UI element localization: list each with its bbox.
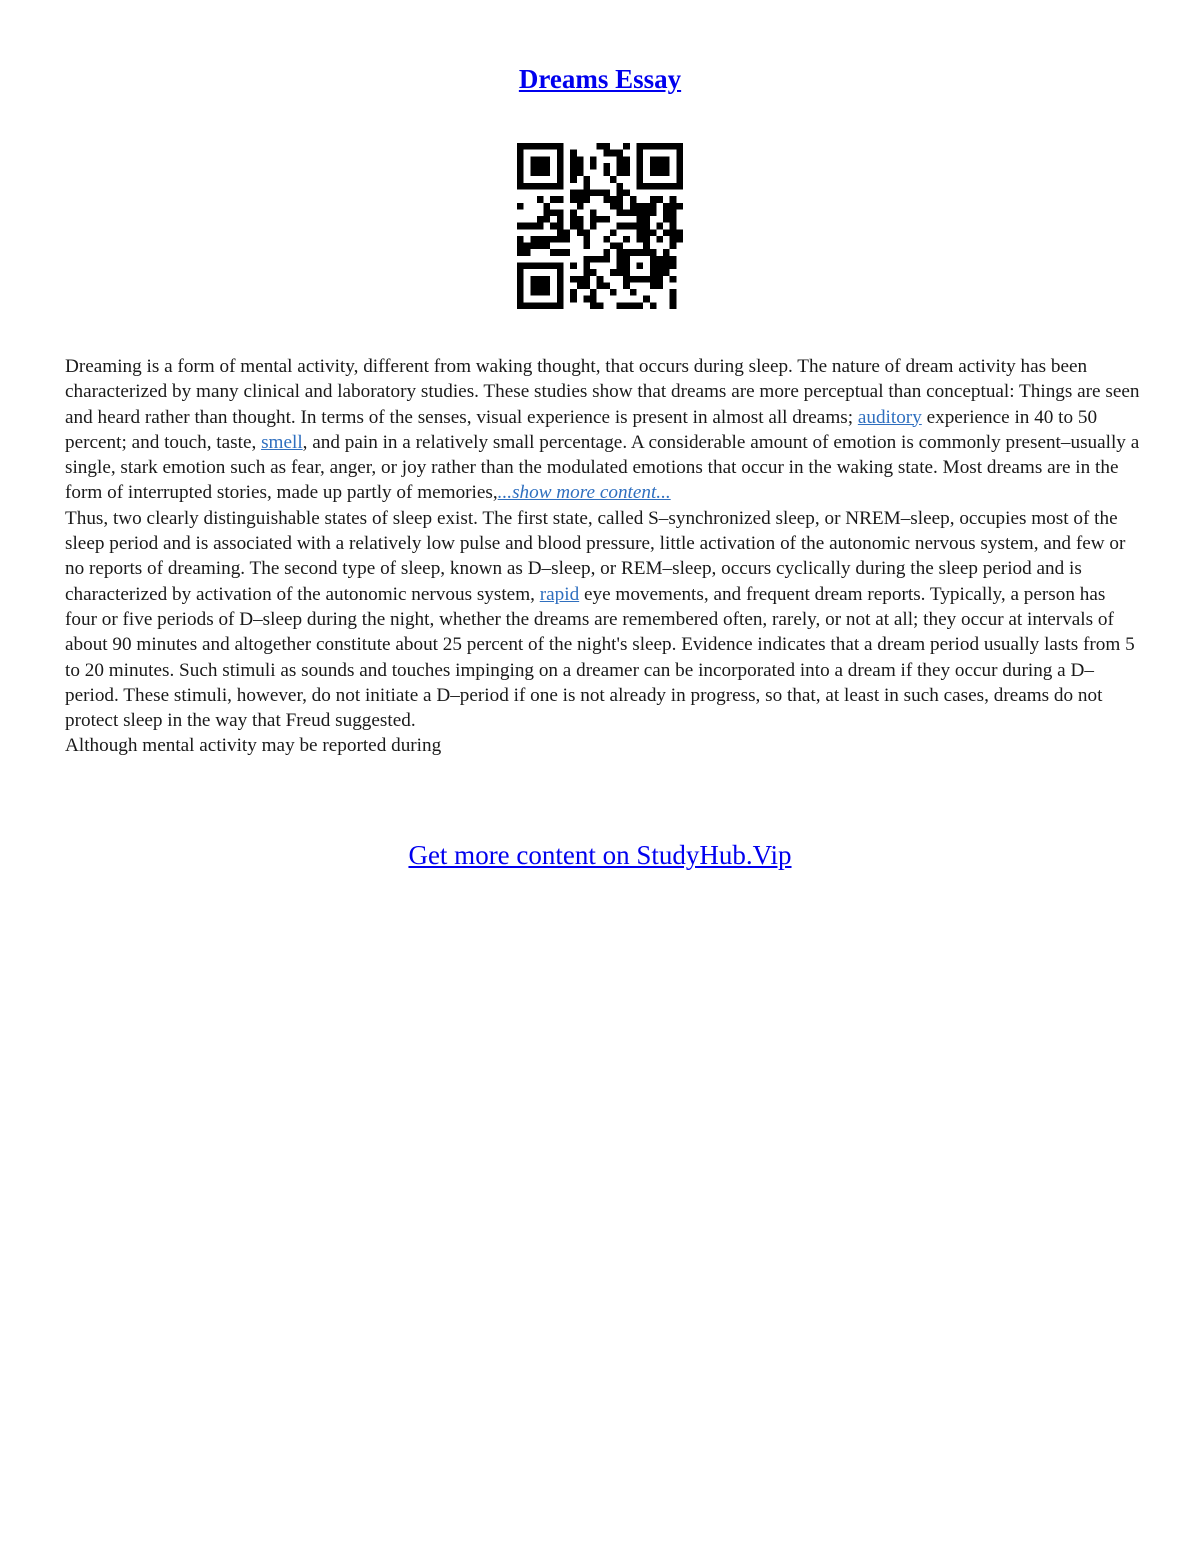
rapid-link[interactable]: rapid bbox=[539, 583, 580, 605]
show-more-link[interactable]: ...show more content... bbox=[497, 482, 671, 504]
essay-body bbox=[65, 354, 1140, 759]
paragraph-text: , and pain in a relatively small percentage. A considerable amount of emotion is commonly present–usually a single, stark emotion such as fear, anger, or joy rather than the modulated emotions that occur in the waking state. Most dreams are in the form of interrupted stories, made up partly of memories, bbox=[65, 431, 1140, 504]
qr-code-icon bbox=[517, 143, 683, 309]
paragraph-text: Thus, two clearly distinguishable states of sleep exist. The first state, called S–synchronized sleep, or NREM–sleep, occupies most of the sleep period and is associated with a relatively low pulse and blood pressure, little activation of the autonomic nervous system, and few or no reports of dreaming. The second type of sleep, known as D–sleep, or REM–sleep, occurs cyclically during the sleep period and is characterized by activation of the autonomic nervous system, bbox=[65, 507, 1126, 605]
essay-paragraph-3 bbox=[65, 733, 1140, 758]
auditory-link[interactable]: auditory bbox=[857, 406, 922, 428]
paragraph-text: Although mental activity may be reported during bbox=[65, 735, 442, 757]
studyhub-link[interactable]: Get more content on StudyHub.Vip bbox=[408, 840, 792, 870]
footer bbox=[0, 838, 1200, 872]
paragraph-text: Dreaming is a form of mental activity, different from waking thought, that occurs during sleep. The nature of dream activity has been characterized by many clinical and laboratory studies. These studies show that dreams are more perceptual than conceptual: Things are seen and heard rather than thought. In terms of the senses, visual experience is present in almost all dreams; bbox=[65, 356, 1140, 428]
title-link[interactable]: Dreams Essay bbox=[518, 64, 682, 94]
smell-link[interactable]: smell bbox=[261, 431, 303, 453]
essay-paragraph-2 bbox=[65, 506, 1140, 734]
paragraph-text: eye movements, and frequent dream reports. Typically, a person has four or five periods of D–sleep during the night, whether the dreams are remembered often, rarely, or not at all; they occur at intervals of about 90 minutes and altogether constitute about 25 percent of the night's sleep. Evidence indicates that a dream period usually lasts from 5 to 20 minutes. Such stimuli as sounds and touches impinging on a dreamer can be incorporated into a dream if they occur during a D–period. These stimuli, however, do not initiate a D–period if one is not already in progress, so that, at least in such cases, dreams do not protect sleep in the way that Freud suggested. bbox=[65, 583, 1135, 732]
essay-paragraph-1 bbox=[65, 354, 1140, 506]
page-title bbox=[0, 62, 1200, 96]
paragraph-text: experience in 40 to 50 percent; and touch, taste, bbox=[65, 406, 1098, 453]
